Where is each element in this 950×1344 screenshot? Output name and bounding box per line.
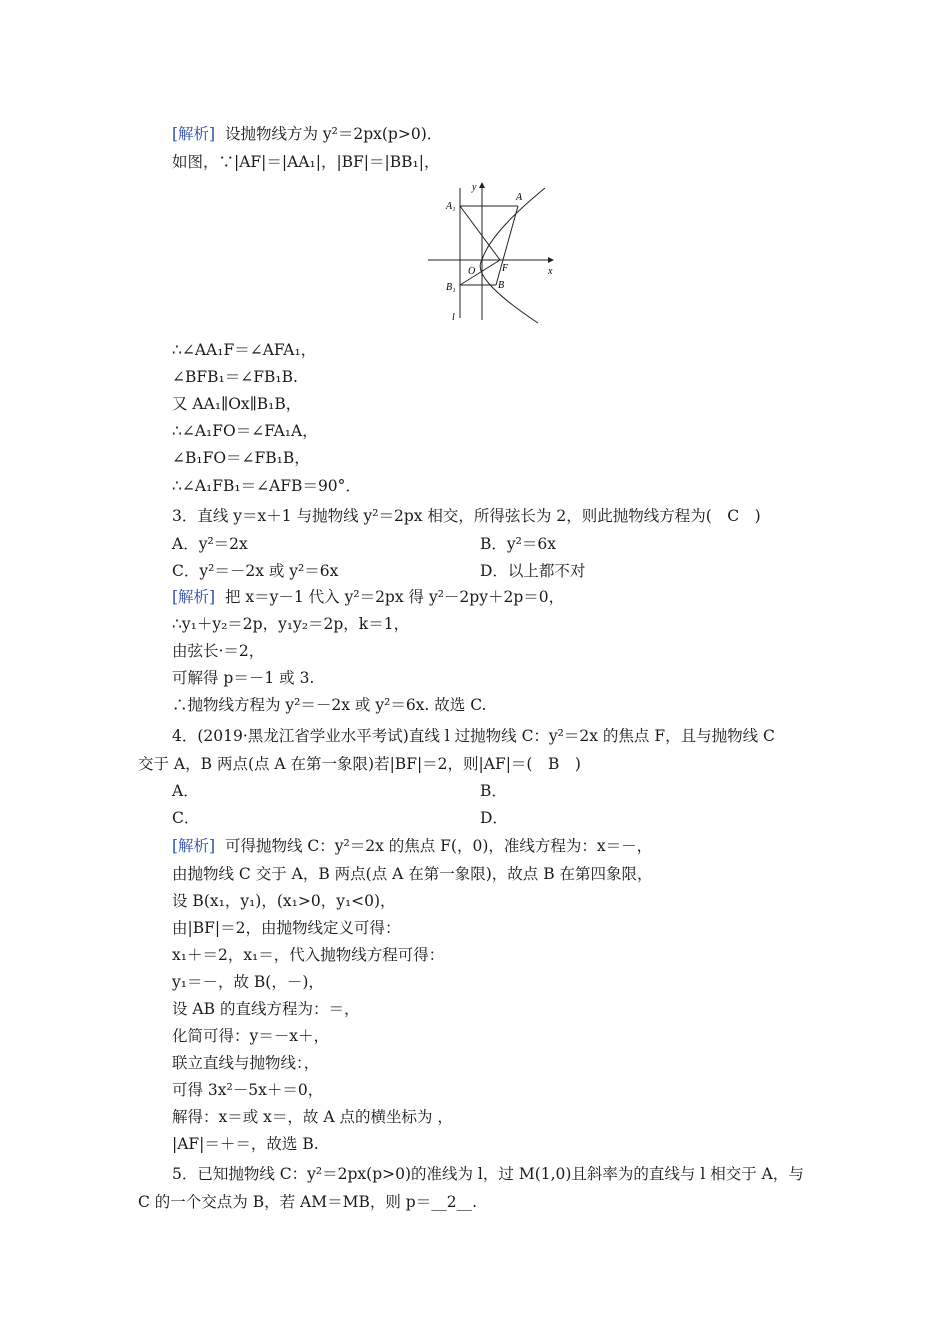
label-x: x xyxy=(548,266,553,277)
text-line xyxy=(480,781,507,801)
text-line xyxy=(172,726,775,746)
line-text: x₁＋＝2，x₁＝，代入抛物线方程可得： xyxy=(172,946,445,964)
line-text: ∴抛物线方程为 y²＝－2x 或 y²＝6x. 故选 C. xyxy=(172,696,487,714)
text-line xyxy=(172,836,652,856)
text-line xyxy=(138,754,581,774)
line-text: B．y²＝6x xyxy=(480,535,556,553)
line-text: y₁＝－，故 B(，－)， xyxy=(172,973,324,991)
text-line xyxy=(172,999,359,1019)
line-text: ∴∠A₁FB₁＝∠AFB＝90°． xyxy=(172,477,361,495)
text-line xyxy=(172,124,442,144)
line-text: A．y²＝2x xyxy=(172,535,248,553)
text-line xyxy=(172,394,301,414)
line-text: 3．直线 y＝x＋1 与抛物线 y²＝2px 相交，所得弦长为 2，则此抛物线方程为( C ) xyxy=(172,507,761,525)
text-line xyxy=(172,506,761,526)
text-line xyxy=(172,972,324,992)
line-text: ∠B₁FO＝∠FB₁B， xyxy=(172,449,310,467)
text-line xyxy=(172,561,338,581)
line-text: ∠BFB₁＝∠FB₁B. xyxy=(172,368,298,386)
text-line xyxy=(480,534,556,554)
text-line xyxy=(172,1107,453,1127)
text-line xyxy=(172,1026,329,1046)
segment-a1-f xyxy=(460,206,500,260)
line-text: B． xyxy=(480,782,507,800)
line-text: C． xyxy=(172,809,200,827)
label-o: O xyxy=(468,266,476,277)
text-line xyxy=(172,421,318,441)
text-line xyxy=(480,561,585,581)
line-text: 设 AB 的直线方程为：＝， xyxy=(172,1000,360,1018)
text-line xyxy=(172,918,400,938)
line-text: C 的一个交点为 B，若 AM＝MB，则 p＝__2__. xyxy=(138,1193,477,1211)
label-y: y xyxy=(472,182,477,193)
text-line xyxy=(172,891,396,911)
line-text: A． xyxy=(172,782,199,800)
text-line xyxy=(138,1192,477,1212)
text-line xyxy=(172,808,199,828)
text-line xyxy=(172,534,248,554)
analysis-tag: [解析] xyxy=(172,125,216,143)
label-l: l xyxy=(452,312,455,323)
line-text: ∴∠AA₁F＝∠AFA₁， xyxy=(172,341,317,359)
text-line xyxy=(172,367,298,387)
label-b: B xyxy=(498,280,505,291)
parabola-curve xyxy=(480,188,545,323)
line-text: ∴y₁＋y₂＝2p，y₁y₂＝2p，k＝1， xyxy=(172,615,410,633)
text-line xyxy=(172,945,444,965)
line-text: D． xyxy=(480,809,508,827)
line-text: 可得抛物线 C：y²＝2x 的焦点 F(，0)，准线方程为：x＝－， xyxy=(215,837,653,855)
line-text: ∴∠A₁FO＝∠FA₁A， xyxy=(172,422,318,440)
line-text: 可得 3x²－5x＋＝0， xyxy=(172,1081,324,1099)
text-line xyxy=(172,1134,319,1154)
line-text: 如图，∵|AF|＝|AA₁|，|BF|＝|BB₁|， xyxy=(172,153,440,171)
text-line xyxy=(172,1164,804,1184)
parabola-figure xyxy=(420,178,560,328)
line-text: 交于 A，B 两点(点 A 在第一象限)若|BF|＝2，则|AF|＝( B ) xyxy=(138,755,581,773)
text-line xyxy=(172,1080,323,1100)
text-line xyxy=(172,668,314,688)
text-line xyxy=(172,864,653,884)
line-text: 设 B(x₁，y₁)，(x₁>0，y₁<0)， xyxy=(172,892,396,910)
line-text: 由|BF|＝2，由抛物线定义可得： xyxy=(172,919,401,937)
line-text: 可解得 p＝－1 或 3. xyxy=(172,669,315,687)
line-text: 又 AA₁∥Ox∥B₁B， xyxy=(172,395,302,413)
label-a1: A₁ xyxy=(446,201,456,212)
line-text: 解得：x＝或 x＝，故 A 点的横坐标为 ， xyxy=(172,1108,453,1126)
y-axis-arrow xyxy=(479,182,485,188)
text-line xyxy=(480,808,508,828)
line-text: 由弦长·＝2， xyxy=(172,642,265,660)
line-text: 化简可得：y＝－x＋， xyxy=(172,1027,329,1045)
line-text: |AF|＝＋＝，故选 B. xyxy=(172,1135,319,1153)
text-line xyxy=(172,695,486,715)
line-text: D．以上都不对 xyxy=(480,562,586,580)
text-line xyxy=(172,1053,319,1073)
line-text: C．y²＝－2x 或 y²＝6x xyxy=(172,562,339,580)
label-b1: B₁ xyxy=(446,282,456,293)
text-line xyxy=(172,614,409,634)
label-a: A xyxy=(516,192,523,203)
text-line xyxy=(172,781,199,801)
line-text: 设抛物线方为 y²＝2px(p>0)． xyxy=(215,125,443,143)
analysis-tag: [解析] xyxy=(172,588,216,606)
line-text: 联立直线与抛物线：， xyxy=(172,1054,320,1072)
text-line xyxy=(172,152,439,172)
text-line xyxy=(172,641,264,661)
line-text: 把 x＝y－1 代入 y²＝2px 得 y²－2py＋2p＝0， xyxy=(215,588,565,606)
line-text: 5．已知抛物线 C：y²＝2px(p>0)的准线为 l，过 M(1,0)且斜率为的直线与 l 相交于 A，与 xyxy=(172,1165,804,1183)
x-axis-arrow xyxy=(548,257,554,263)
text-line xyxy=(172,587,564,607)
line-text: 4．(2019·黑龙江省学业水平考试)直线 l 过抛物线 C：y²＝2x 的焦点 F，且与抛物线 C xyxy=(172,727,775,745)
text-line xyxy=(172,448,310,468)
line-text: 由抛物线 C 交于 A，B 两点(点 A 在第一象限)，故点 B 在第四象限， xyxy=(172,865,653,883)
label-f: F xyxy=(502,263,509,274)
text-line xyxy=(172,340,316,360)
analysis-tag: [解析] xyxy=(172,837,216,855)
text-line xyxy=(172,476,361,496)
